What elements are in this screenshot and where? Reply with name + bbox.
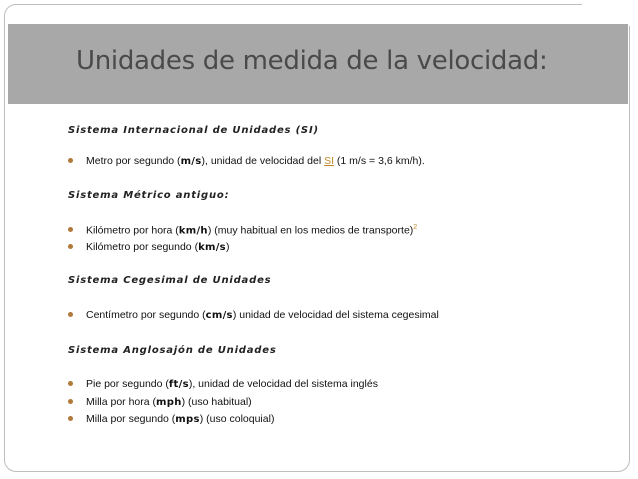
list-item: Pie por segundo (ft/s), unidad de velocidad del sistema inglés	[68, 378, 378, 390]
unit-label: cm/s	[205, 310, 233, 321]
bullet-icon	[68, 158, 73, 163]
list-item: Centímetro por segundo (cm/s) unidad de velocidad del sistema cegesimal	[68, 309, 439, 321]
list-item: Milla por segundo (mps) (uso coloquial)	[68, 413, 274, 425]
section-heading-cgs: Sistema Cegesimal de Unidades	[68, 275, 272, 286]
bullet-icon	[68, 381, 73, 386]
list-item: Kilómetro por segundo (km/s)	[68, 241, 229, 253]
bullet-icon	[68, 416, 73, 421]
unit-label: km/h	[178, 225, 208, 237]
bullet-icon	[68, 312, 73, 317]
unit-label: ft/s	[168, 379, 189, 390]
unit-label: mps	[175, 414, 200, 425]
bullet-icon	[68, 244, 73, 249]
bullet-icon	[68, 227, 73, 232]
list-item: Metro por segundo (m/s), unidad de velocidad del SI (1 m/s = 3,6 km/h).	[68, 155, 425, 167]
unit-label: mph	[156, 397, 182, 408]
section-heading-anglo: Sistema Anglosajón de Unidades	[68, 345, 277, 356]
section-heading-si: Sistema Internacional de Unidades (SI)	[68, 125, 319, 136]
list-item: Milla por hora (mph) (uso habitual)	[68, 396, 252, 408]
slide-corner	[582, 0, 638, 26]
list-item: Kilómetro por hora (km/h) (muy habitual en los medios de transporte)$^2$	[68, 224, 417, 237]
footnote-ref[interactable]: 2	[413, 224, 418, 231]
unit-label: km/s	[198, 242, 226, 253]
title-bar	[8, 24, 628, 104]
si-link[interactable]: SI	[324, 155, 335, 167]
unit-label: m/s	[180, 156, 202, 167]
section-heading-metric: Sistema Métrico antiguo:	[68, 190, 230, 201]
bullet-icon	[68, 399, 73, 404]
slide-title: Unidades de medida de la velocidad:	[76, 46, 548, 76]
